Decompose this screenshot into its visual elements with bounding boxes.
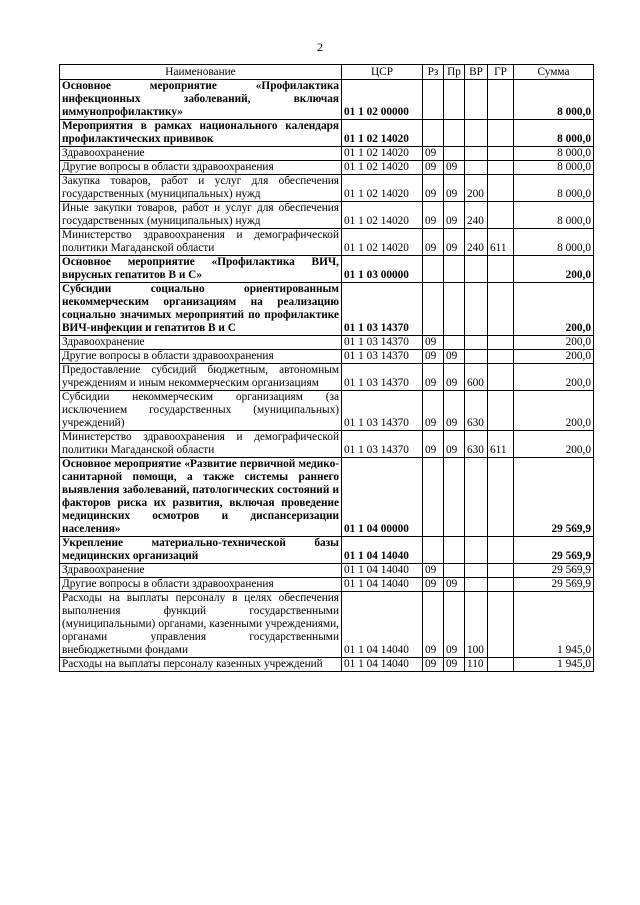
cell-gr: 611: [488, 431, 514, 458]
header-vr: ВР: [465, 65, 488, 80]
cell-sum: 8 000,0: [514, 175, 594, 202]
cell-vr: [465, 537, 488, 564]
cell-sum: 1 945,0: [514, 658, 594, 672]
cell-pr: 09: [444, 175, 465, 202]
cell-pr: [444, 80, 465, 120]
cell-name: Министерство здравоохранения и демографической политики Магаданской области: [60, 431, 342, 458]
table-row: [60, 391, 594, 431]
cell-rz: [423, 256, 444, 283]
cell-gr: [488, 202, 514, 229]
cell-sum: 8 000,0: [514, 202, 594, 229]
cell-vr: [465, 350, 488, 364]
cell-vr: [465, 458, 488, 537]
cell-csr: 01 1 02 14020: [342, 202, 423, 229]
cell-rz: 09: [423, 391, 444, 431]
table-row: [60, 283, 594, 336]
cell-sum: 200,0: [514, 283, 594, 336]
table-row: [60, 458, 594, 537]
cell-name: Другие вопросы в области здравоохранения: [60, 578, 342, 592]
cell-vr: [465, 256, 488, 283]
header-gr: ГР: [488, 65, 514, 80]
cell-rz: 09: [423, 564, 444, 578]
cell-rz: 09: [423, 147, 444, 161]
cell-csr: 01 1 04 14040: [342, 658, 423, 672]
cell-name: Основное мероприятие «Профилактика ВИЧ, вирусных гепатитов В и С»: [60, 256, 342, 283]
cell-pr: 09: [444, 578, 465, 592]
cell-pr: [444, 537, 465, 564]
table-row: [60, 336, 594, 350]
table-row: [60, 431, 594, 458]
table-row: [60, 578, 594, 592]
cell-rz: 09: [423, 336, 444, 350]
cell-csr: 01 1 04 14040: [342, 564, 423, 578]
cell-rz: 09: [423, 658, 444, 672]
cell-pr: [444, 564, 465, 578]
cell-pr: [444, 283, 465, 336]
cell-sum: 200,0: [514, 336, 594, 350]
cell-gr: [488, 147, 514, 161]
cell-rz: 09: [423, 431, 444, 458]
cell-pr: [444, 256, 465, 283]
cell-gr: [488, 364, 514, 391]
cell-gr: 611: [488, 229, 514, 256]
cell-sum: 8 000,0: [514, 147, 594, 161]
cell-csr: 01 1 03 14370: [342, 391, 423, 431]
cell-rz: 09: [423, 202, 444, 229]
cell-name: Другие вопросы в области здравоохранения: [60, 161, 342, 175]
cell-gr: [488, 175, 514, 202]
cell-sum: 200,0: [514, 431, 594, 458]
cell-vr: [465, 147, 488, 161]
cell-csr: 01 1 02 00000: [342, 80, 423, 120]
cell-pr: [444, 458, 465, 537]
cell-vr: 240: [465, 229, 488, 256]
cell-sum: 29 569,9: [514, 458, 594, 537]
cell-csr: 01 1 03 14370: [342, 350, 423, 364]
cell-gr: [488, 458, 514, 537]
cell-sum: 29 569,9: [514, 537, 594, 564]
cell-vr: [465, 283, 488, 336]
cell-pr: [444, 336, 465, 350]
cell-gr: [488, 283, 514, 336]
cell-rz: 09: [423, 350, 444, 364]
cell-gr: [488, 578, 514, 592]
cell-name: Субсидии социально ориентированным некоммерческим организациям на реализацию социально значимых мероприятий по профилактике ВИЧ-инфекции и гепатитов В и С: [60, 283, 342, 336]
cell-csr: 01 1 03 14370: [342, 364, 423, 391]
table-row: [60, 364, 594, 391]
cell-sum: 8 000,0: [514, 80, 594, 120]
header-sum: Сумма: [514, 65, 594, 80]
cell-pr: [444, 120, 465, 147]
cell-rz: 09: [423, 229, 444, 256]
cell-pr: 09: [444, 431, 465, 458]
table-row: [60, 592, 594, 658]
cell-csr: 01 1 03 14370: [342, 283, 423, 336]
cell-name: Министерство здравоохранения и демографической политики Магаданской области: [60, 229, 342, 256]
cell-csr: 01 1 04 14040: [342, 578, 423, 592]
cell-csr: 01 1 03 00000: [342, 256, 423, 283]
table-row: [60, 202, 594, 229]
cell-pr: 09: [444, 364, 465, 391]
cell-sum: 8 000,0: [514, 229, 594, 256]
cell-rz: [423, 537, 444, 564]
cell-csr: 01 1 04 14040: [342, 592, 423, 658]
cell-sum: 200,0: [514, 256, 594, 283]
cell-rz: 09: [423, 175, 444, 202]
cell-name: Расходы на выплаты персоналу казенных учреждений: [60, 658, 342, 672]
cell-pr: 09: [444, 229, 465, 256]
cell-sum: 8 000,0: [514, 161, 594, 175]
header-rz: Рз: [423, 65, 444, 80]
cell-sum: 200,0: [514, 350, 594, 364]
header-csr: ЦСР: [342, 65, 423, 80]
table-row: [60, 537, 594, 564]
cell-pr: 09: [444, 391, 465, 431]
cell-csr: 01 1 03 14370: [342, 336, 423, 350]
header-row: [60, 65, 594, 80]
cell-vr: [465, 80, 488, 120]
cell-pr: 09: [444, 350, 465, 364]
cell-pr: 09: [444, 202, 465, 229]
cell-sum: 29 569,9: [514, 564, 594, 578]
cell-vr: [465, 336, 488, 350]
cell-csr: 01 1 04 00000: [342, 458, 423, 537]
cell-vr: 110: [465, 658, 488, 672]
cell-vr: [465, 161, 488, 175]
cell-name: Основное мероприятие «Развитие первичной медико-санитарной помощи, а также системы раннего выявления заболеваний, патологических состояний и факторов риска их развития, включая проведение медицинских осмотров и диспансеризации населения»: [60, 458, 342, 537]
table-row: [60, 80, 594, 120]
cell-sum: 200,0: [514, 364, 594, 391]
cell-pr: 09: [444, 658, 465, 672]
cell-csr: 01 1 02 14020: [342, 161, 423, 175]
table-row: [60, 350, 594, 364]
cell-csr: 01 1 02 14020: [342, 120, 423, 147]
cell-rz: [423, 120, 444, 147]
cell-vr: 630: [465, 431, 488, 458]
cell-vr: 200: [465, 175, 488, 202]
cell-vr: 600: [465, 364, 488, 391]
cell-sum: 1 945,0: [514, 592, 594, 658]
cell-name: Иные закупки товаров, работ и услуг для обеспечения государственных (муниципальных) нужд: [60, 202, 342, 229]
table-row: [60, 147, 594, 161]
cell-sum: 200,0: [514, 391, 594, 431]
cell-csr: 01 1 02 14020: [342, 175, 423, 202]
cell-sum: 8 000,0: [514, 120, 594, 147]
cell-gr: [488, 592, 514, 658]
cell-vr: [465, 564, 488, 578]
cell-gr: [488, 161, 514, 175]
cell-rz: 09: [423, 161, 444, 175]
cell-gr: [488, 391, 514, 431]
cell-pr: [444, 147, 465, 161]
cell-name: Субсидии некоммерческим организациям (за исключением государственных (муниципальных) учреждений): [60, 391, 342, 431]
cell-name: Предоставление субсидий бюджетным, автономным учреждениям и иным некоммерческим организациям: [60, 364, 342, 391]
header-pr: Пр: [444, 65, 465, 80]
cell-vr: 100: [465, 592, 488, 658]
cell-name: Другие вопросы в области здравоохранения: [60, 350, 342, 364]
cell-sum: 29 569,9: [514, 578, 594, 592]
cell-rz: [423, 80, 444, 120]
table-row: [60, 658, 594, 672]
table-row: [60, 175, 594, 202]
cell-name: Здравоохранение: [60, 336, 342, 350]
cell-gr: [488, 336, 514, 350]
cell-pr: 09: [444, 592, 465, 658]
cell-rz: [423, 458, 444, 537]
cell-name: Расходы на выплаты персоналу в целях обеспечения выполнения функций государственными (муниципальными) органами, казенными учреждениями, органами управления государственными внебюджетными фондами: [60, 592, 342, 658]
cell-rz: 09: [423, 592, 444, 658]
cell-vr: 240: [465, 202, 488, 229]
cell-gr: [488, 120, 514, 147]
cell-gr: [488, 537, 514, 564]
cell-gr: [488, 350, 514, 364]
cell-rz: [423, 283, 444, 336]
cell-name: Закупка товаров, работ и услуг для обеспечения государственных (муниципальных) нужд: [60, 175, 342, 202]
table-row: [60, 256, 594, 283]
cell-rz: 09: [423, 364, 444, 391]
cell-csr: 01 1 02 14020: [342, 147, 423, 161]
cell-rz: 09: [423, 578, 444, 592]
cell-csr: 01 1 04 14040: [342, 537, 423, 564]
table-row: [60, 120, 594, 147]
table-row: [60, 229, 594, 256]
cell-name: Укрепление материально-технической базы медицинских организаций: [60, 537, 342, 564]
cell-gr: [488, 658, 514, 672]
table-row: [60, 564, 594, 578]
budget-table: [59, 64, 594, 672]
cell-gr: [488, 564, 514, 578]
cell-name: Здравоохранение: [60, 564, 342, 578]
cell-vr: [465, 120, 488, 147]
cell-gr: [488, 256, 514, 283]
table-row: [60, 161, 594, 175]
cell-gr: [488, 80, 514, 120]
cell-pr: 09: [444, 161, 465, 175]
cell-name: Мероприятия в рамках национального календаря профилактических прививок: [60, 120, 342, 147]
cell-vr: [465, 578, 488, 592]
cell-csr: 01 1 03 14370: [342, 431, 423, 458]
cell-name: Основное мероприятие «Профилактика инфекционных заболеваний, включая иммунопрофилактику»: [60, 80, 342, 120]
cell-name: Здравоохранение: [60, 147, 342, 161]
header-name: Наименование: [60, 65, 342, 80]
cell-csr: 01 1 02 14020: [342, 229, 423, 256]
page-number: 2: [317, 40, 323, 54]
cell-vr: 630: [465, 391, 488, 431]
